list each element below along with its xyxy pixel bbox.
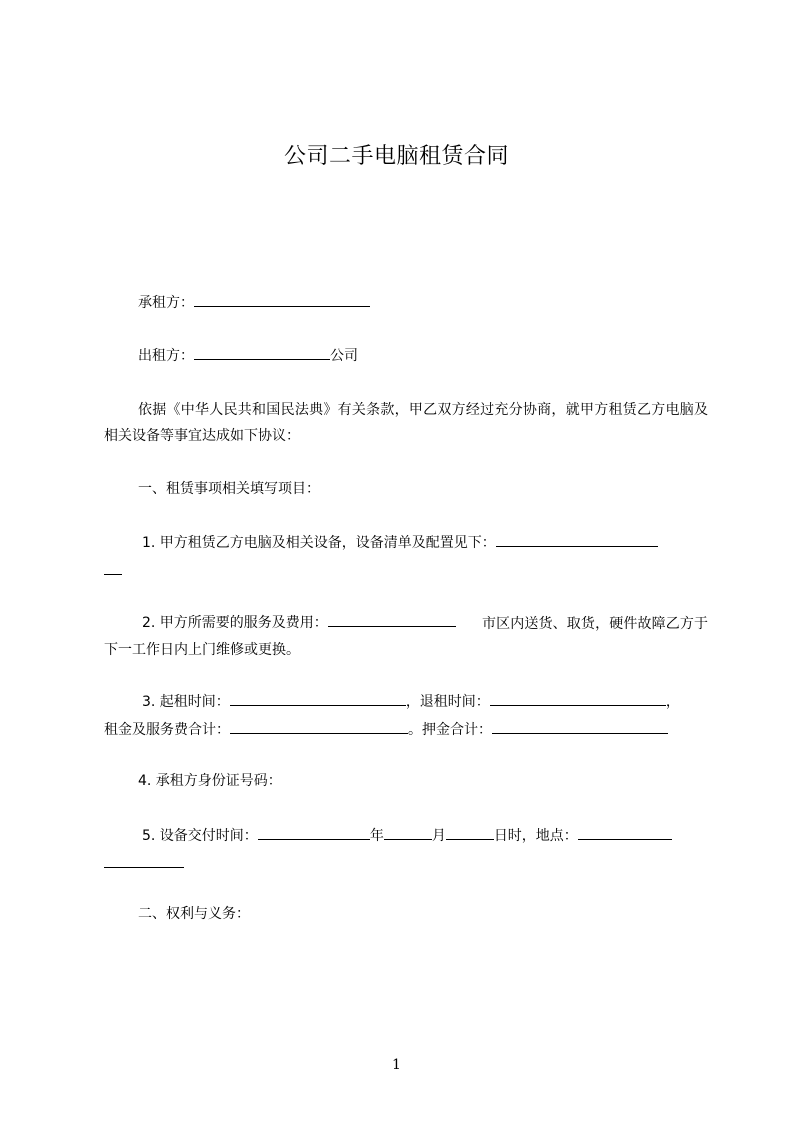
item3-start-label: 3. 起租时间： — [142, 694, 230, 710]
item3-rent-blank — [230, 718, 408, 734]
preamble-paragraph: 依据《中华人民共和国民法典》有关条款，甲乙双方经过充分协商，就甲方租赁乙方电脑及相关设备等事宜达成如下协议： — [104, 402, 708, 444]
item5-year: 年 — [369, 828, 384, 844]
section2-heading: 二、权利与义务： — [138, 906, 250, 922]
item5-label: 5. 设备交付时间： — [142, 828, 258, 844]
item5-year-blank — [384, 824, 432, 840]
item3-comma: ， — [665, 694, 680, 710]
item3-rent-label: 租金及服务费合计： — [104, 722, 230, 738]
item1-blank — [496, 531, 658, 547]
item5-month: 月 — [431, 828, 446, 844]
item2-prefix: 2. 甲方所需要的服务及费用： — [142, 615, 328, 631]
item4-line: 4. 承租方身份证号码： — [138, 773, 282, 789]
item5-line — [142, 824, 672, 846]
item5-time-blank — [258, 824, 370, 840]
item1-continuation — [104, 559, 122, 581]
lessor-line — [138, 344, 358, 366]
item3-deposit-label: 。押金合计： — [408, 722, 492, 738]
item5-place-blank-continued — [104, 852, 184, 868]
lessee-label: 承租方： — [138, 295, 194, 311]
item1-text: 1. 甲方租赁乙方电脑及相关设备，设备清单及配置见下： — [142, 535, 496, 551]
item3-start-blank — [230, 690, 406, 706]
item3-end-label: ，退租时间： — [405, 694, 490, 710]
document-title: 公司二手电脑租赁合同 — [283, 144, 509, 169]
section1-heading: 一、租赁事项相关填写项目： — [138, 481, 320, 497]
item3-line2 — [104, 718, 668, 740]
item3-end-blank — [490, 690, 666, 706]
lessor-suffix: 公司 — [330, 348, 358, 364]
lessor-label: 出租方： — [138, 348, 194, 364]
item5-month-blank — [446, 824, 494, 840]
item1-blank-continued — [104, 559, 122, 575]
item5-day: 日时，地点： — [493, 828, 578, 844]
page-number: 1 — [392, 1057, 401, 1073]
lessor-blank — [194, 344, 330, 360]
item2-suffix: 市区内送货、取货，硬件故障乙方于下一工作日内上门维修或更换。 — [104, 616, 708, 658]
item3-line1 — [142, 690, 680, 712]
item1-line — [142, 531, 658, 553]
item3-deposit-blank — [492, 718, 668, 734]
item5-continuation — [104, 852, 184, 874]
lessee-blank — [194, 291, 370, 307]
item5-place-blank — [578, 824, 672, 840]
lessee-line — [138, 291, 370, 313]
